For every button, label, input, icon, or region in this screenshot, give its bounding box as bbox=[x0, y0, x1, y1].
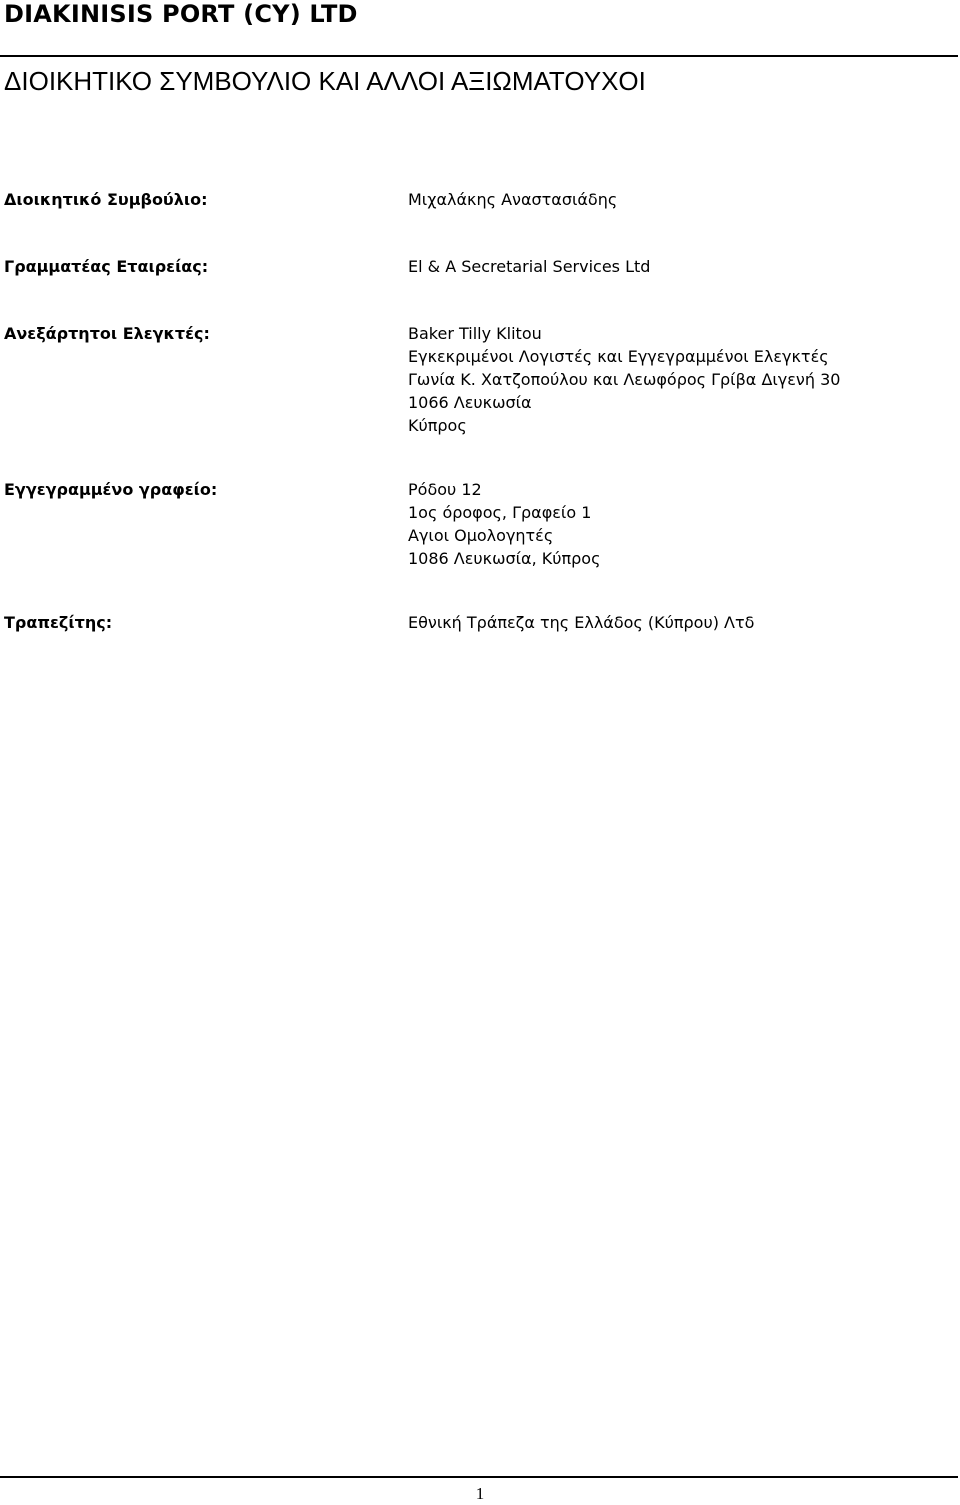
auditors-line: Γωνία Κ. Χατζοπούλου και Λεωφόρος Γρίβα Διγενή 30 bbox=[408, 370, 841, 389]
office-label: Εγγεγραμμένο γραφείο: bbox=[4, 480, 218, 499]
secretary-label: Γραμματέας Εταιρείας: bbox=[4, 257, 209, 276]
auditors-line: Κύπρος bbox=[408, 416, 467, 435]
company-name: DIAKINISIS PORT (CY) LTD bbox=[4, 0, 358, 28]
office-line: 1ος όροφος, Γραφείο 1 bbox=[408, 503, 592, 522]
footer-rule bbox=[0, 1476, 958, 1478]
auditors-value bbox=[408, 322, 840, 437]
bankers-value bbox=[408, 611, 754, 634]
office-line: Αγιοι Ομολογητές bbox=[408, 526, 554, 545]
office-value bbox=[408, 478, 600, 570]
board-line: Μιχαλάκης Αναστασιάδης bbox=[408, 190, 618, 209]
bankers-line: Εθνική Τράπεζα της Ελλάδος (Κύπρου) Λτδ bbox=[408, 613, 755, 632]
secretary-value bbox=[408, 255, 650, 278]
auditors-line: Baker Tilly Klitou bbox=[408, 324, 542, 343]
secretary-line: El & A Secretarial Services Ltd bbox=[408, 257, 651, 276]
office-line: 1086 Λευκωσία, Κύπρος bbox=[408, 549, 601, 568]
auditors-line: 1066 Λευκωσία bbox=[408, 393, 532, 412]
office-line: Ρόδου 12 bbox=[408, 480, 482, 499]
section-title: ΔΙΟΙΚΗΤΙΚΟ ΣΥΜΒΟΥΛΙΟ ΚΑΙ ΑΛΛΟΙ ΑΞΙΩΜΑΤΟΥΧΟΙ bbox=[4, 66, 646, 96]
auditors-line: Εγκεκριμένοι Λογιστές και Εγγεγραμμένοι Ελεγκτές bbox=[408, 347, 829, 366]
page-number: 1 bbox=[475, 1484, 485, 1503]
board-value bbox=[408, 188, 617, 211]
header-rule bbox=[0, 55, 958, 57]
bankers-label: Τραπεζίτης: bbox=[4, 613, 113, 632]
auditors-label: Ανεξάρτητοι Ελεγκτές: bbox=[4, 324, 210, 343]
board-label: Διοικητικό Συμβούλιο: bbox=[4, 190, 208, 209]
